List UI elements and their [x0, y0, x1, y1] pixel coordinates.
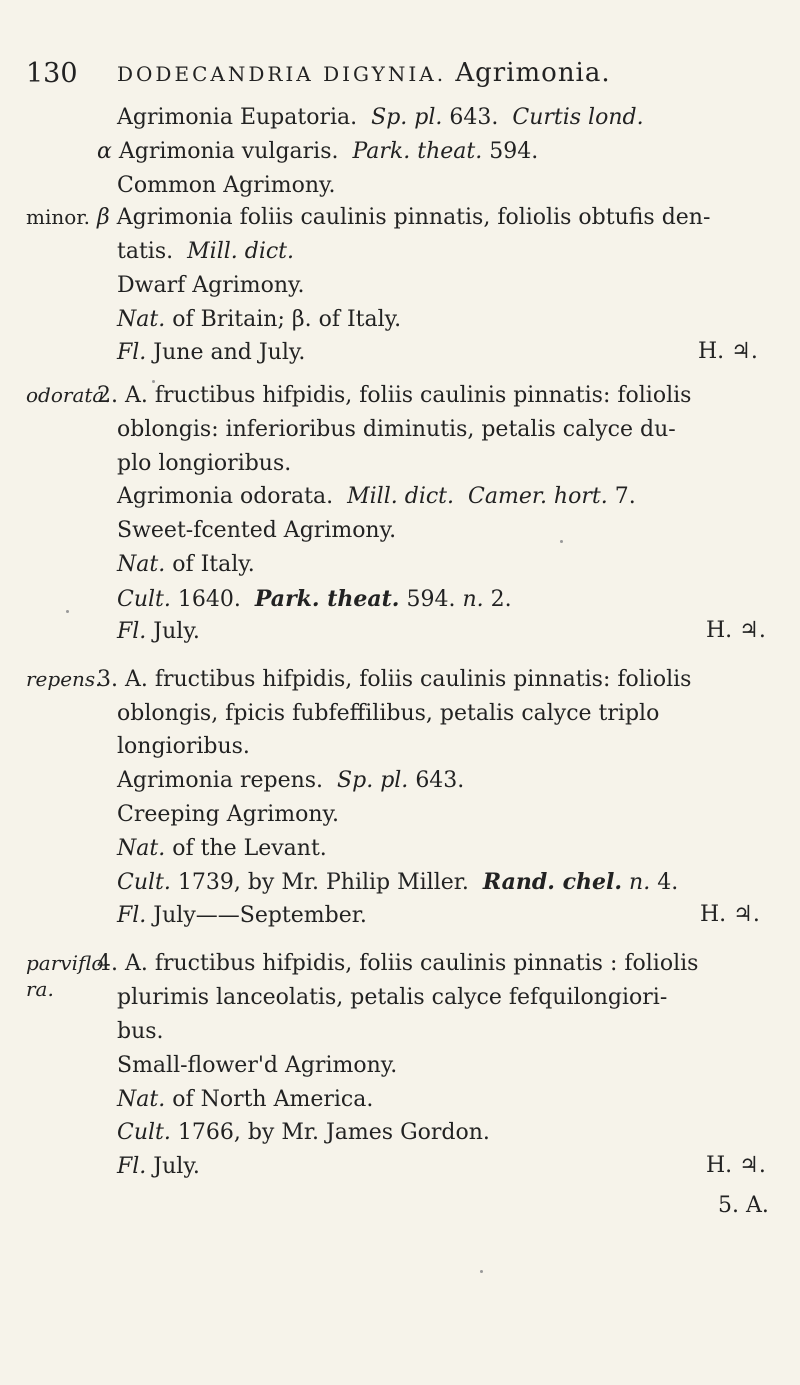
- entry3-line3: longioribus.: [117, 734, 250, 759]
- entry3-cult: Cult. 1739, by Mr. Philip Miller. Rand. chel. n. 4.: [117, 869, 679, 895]
- entry1-beta: β Agrimonia foliis caulinis pinnatis, foliolis obtufis den-: [97, 205, 711, 230]
- entry1-beta-margin: minor.: [26, 205, 91, 229]
- entry4-nat: Nat. of North America.: [117, 1087, 374, 1112]
- catchword: 5. A.: [718, 1193, 769, 1218]
- entry1-hardiness: H. ♃.: [698, 339, 758, 364]
- entry1-nat: Nat. of Britain; β. of Italy.: [117, 307, 402, 332]
- entry2-fl: Fl. July.: [117, 619, 200, 644]
- entry1-beta-2: tatis. Mill. dict.: [117, 239, 295, 264]
- entry3-line2: oblongis, fpicis fubfeffilibus, petalis calyce triplo: [117, 701, 660, 726]
- entry4-margin-1: parviflo-: [26, 951, 111, 975]
- entry1-beta-common: Dwarf Agrimony.: [117, 273, 305, 298]
- entry2-nat: Nat. of Italy.: [117, 552, 255, 577]
- entry1-line1: Agrimonia Eupatoria. Sp. pl. 643. Curtis lond.: [117, 105, 644, 130]
- entry2-common: Sweet-fcented Agrimony.: [117, 518, 397, 543]
- entry4-line1: 4. A. fructibus hifpidis, foliis caulinis pinnatis : foliolis: [97, 951, 699, 976]
- entry3-nat: Nat. of the Levant.: [117, 836, 327, 861]
- entry4-hardiness: H. ♃.: [706, 1153, 766, 1178]
- entry2-cult: Cult. 1640. Park. theat. 594. n. 2.: [117, 586, 512, 612]
- entry3-margin: repens.: [26, 667, 102, 691]
- paper-speck: [480, 1270, 483, 1273]
- entry2-line3: plo longioribus.: [117, 451, 292, 476]
- page-number: 130: [26, 58, 78, 89]
- entry2-line2: oblongis: inferioribus diminutis, petalis calyce du-: [117, 417, 676, 442]
- page-header: [0, 58, 800, 98]
- entry2-margin: odorata.: [26, 383, 111, 407]
- entry4-fl: Fl. July.: [117, 1154, 200, 1179]
- entry4-line2: plurimis lanceolatis, petalis calyce fefquilongiori-: [117, 985, 668, 1010]
- paper-speck: [152, 380, 155, 383]
- entry3-synonym: Agrimonia repens. Sp. pl. 643.: [117, 768, 465, 793]
- entry1-alpha: α Agrimonia vulgaris. Park. theat. 594.: [97, 139, 539, 164]
- entry2-line1: 2. A. fructibus hifpidis, foliis caulinis pinnatis: foliolis: [97, 383, 692, 408]
- entry2-synonym: Agrimonia odorata. Mill. dict. Camer. hort. 7.: [117, 484, 636, 509]
- running-head: [117, 58, 611, 88]
- entry1-fl: Fl. June and July.: [117, 340, 306, 365]
- entry2-hardiness: H. ♃.: [706, 618, 766, 643]
- entry4-cult: Cult. 1766, by Mr. James Gordon.: [117, 1120, 490, 1145]
- entry3-hardiness: H. ♃.: [700, 902, 760, 927]
- entry3-common: Creeping Agrimony.: [117, 802, 340, 827]
- entry3-line1: 3. A. fructibus hifpidis, foliis caulinis pinnatis: foliolis: [97, 667, 692, 692]
- paper-speck: [560, 540, 563, 543]
- entry4-common: Small-flower'd Agrimony.: [117, 1053, 398, 1078]
- paper-speck: [66, 610, 69, 613]
- entry3-fl: Fl. July——September.: [117, 903, 367, 928]
- entry1-alpha-common: Common Agrimony.: [117, 173, 336, 198]
- running-head-genus: Agrimonia.: [455, 58, 611, 88]
- entry4-margin-2: ra.: [26, 977, 54, 1001]
- running-head-caps: DODECANDRIA DIGYNIA.: [117, 62, 447, 86]
- entry4-line3: bus.: [117, 1019, 164, 1044]
